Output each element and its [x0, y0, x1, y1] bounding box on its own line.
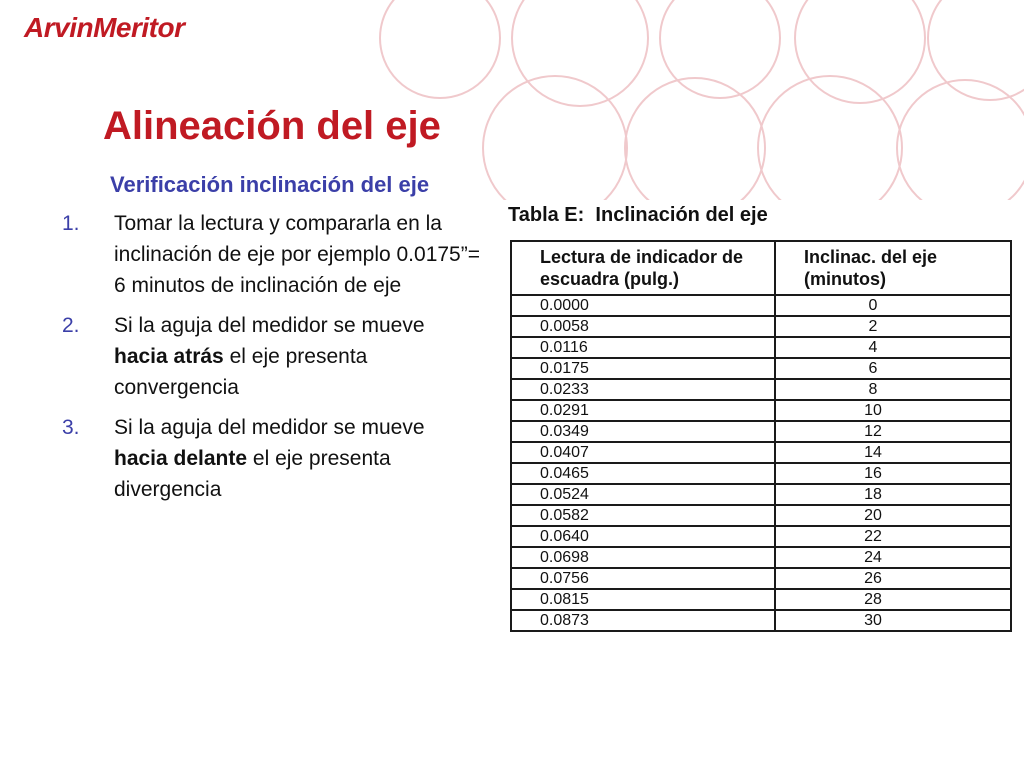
step-text: Si la aguja del medidor se mueve [114, 314, 425, 337]
cell-inclination: 0 [775, 295, 1011, 316]
step-number: 1. [62, 212, 80, 235]
cell-inclination: 4 [775, 337, 1011, 358]
inclination-table [510, 240, 1012, 632]
cell-reading: 0.0465 [511, 463, 775, 484]
table-panel [494, 200, 1024, 670]
cell-reading: 0.0116 [511, 337, 775, 358]
step-number: 3. [62, 416, 80, 439]
step-item [62, 412, 482, 505]
cell-reading: 0.0000 [511, 295, 775, 316]
table-row [511, 484, 1011, 505]
cell-reading: 0.0582 [511, 505, 775, 526]
cell-reading: 0.0756 [511, 568, 775, 589]
table-row [511, 463, 1011, 484]
cell-inclination: 10 [775, 400, 1011, 421]
cell-inclination: 2 [775, 316, 1011, 337]
table-row [511, 337, 1011, 358]
table-row [511, 421, 1011, 442]
table-row [511, 526, 1011, 547]
cell-inclination: 6 [775, 358, 1011, 379]
cell-inclination: 18 [775, 484, 1011, 505]
header-reading: Lectura de indicador de escuadra (pulg.) [511, 241, 775, 295]
cell-inclination: 22 [775, 526, 1011, 547]
table-row [511, 505, 1011, 526]
cell-reading: 0.0524 [511, 484, 775, 505]
cell-inclination: 8 [775, 379, 1011, 400]
cell-reading: 0.0233 [511, 379, 775, 400]
table-row [511, 610, 1011, 631]
cell-reading: 0.0698 [511, 547, 775, 568]
step-item [62, 208, 482, 301]
step-text: el eje presenta divergencia [114, 447, 391, 501]
steps-list [62, 208, 482, 514]
table-row [511, 442, 1011, 463]
table-body [511, 295, 1011, 631]
cell-inclination: 12 [775, 421, 1011, 442]
step-number: 2. [62, 314, 80, 337]
cell-reading: 0.0815 [511, 589, 775, 610]
cell-inclination: 30 [775, 610, 1011, 631]
cell-inclination: 26 [775, 568, 1011, 589]
step-emphasis: hacia atrás [114, 345, 224, 368]
table-row [511, 358, 1011, 379]
step-emphasis: hacia delante [114, 447, 248, 470]
table-header-row [511, 241, 1011, 295]
table-row [511, 568, 1011, 589]
cell-inclination: 16 [775, 463, 1011, 484]
table-row [511, 589, 1011, 610]
table-row [511, 316, 1011, 337]
cell-reading: 0.0349 [511, 421, 775, 442]
cell-inclination: 14 [775, 442, 1011, 463]
step-text: el eje presenta convergencia [114, 345, 368, 399]
table-caption: Tabla E: Inclinación del eje [508, 204, 768, 226]
cell-inclination: 24 [775, 547, 1011, 568]
cell-reading: 0.0058 [511, 316, 775, 337]
cell-reading: 0.0873 [511, 610, 775, 631]
table-row [511, 400, 1011, 421]
step-text: Tomar la lectura y compararla en la inclinación de eje por ejemplo 0.0175”= 6 minutos de inclinación de eje [114, 212, 480, 297]
table-row [511, 547, 1011, 568]
brand-logo: ArvinMeritor [24, 12, 185, 43]
table-row [511, 295, 1011, 316]
header-inclination: Inclinac. del eje (minutos) [775, 241, 1011, 295]
step-item [62, 310, 482, 403]
cell-inclination: 20 [775, 505, 1011, 526]
cell-reading: 0.0291 [511, 400, 775, 421]
step-text: Si la aguja del medidor se mueve [114, 416, 425, 439]
cell-reading: 0.0175 [511, 358, 775, 379]
table-row [511, 379, 1011, 400]
cell-inclination: 28 [775, 589, 1011, 610]
cell-reading: 0.0407 [511, 442, 775, 463]
cell-reading: 0.0640 [511, 526, 775, 547]
page-subtitle: Verificación inclinación del eje [110, 172, 430, 197]
page-title: Alineación del eje [103, 104, 441, 148]
